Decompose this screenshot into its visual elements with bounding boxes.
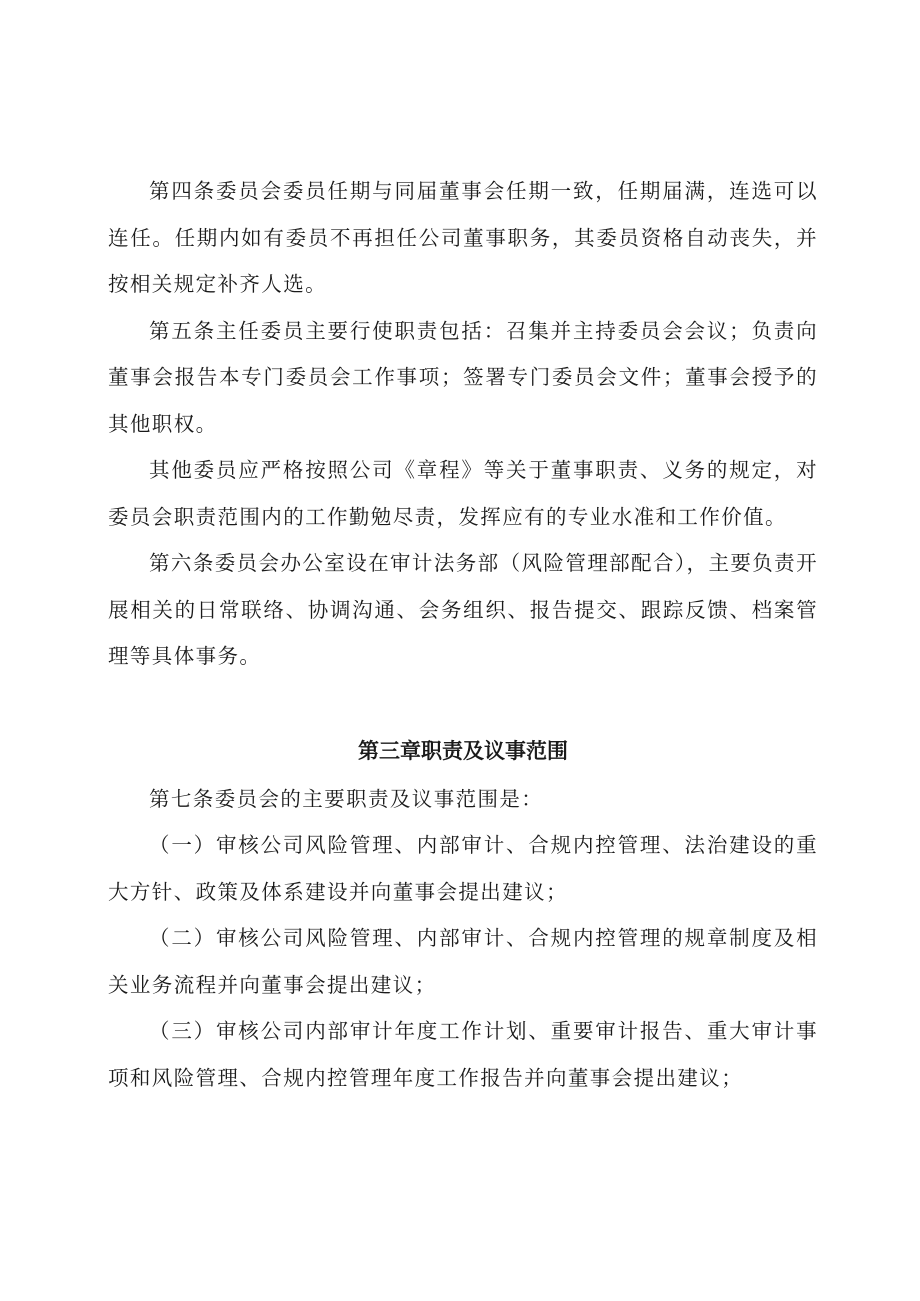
duty-item-1: （一）审核公司风险管理、内部审计、合规内控管理、法治建设的重大方针、政策及体系建设并向董事会提出建议； (108, 833, 818, 904)
duty-item-2: （二）审核公司风险管理、内部审计、合规内控管理的规章制度及相关业务流程并向董事会提出建议； (108, 926, 818, 997)
article-5-paragraph: 第五条主任委员主要行使职责包括：召集并主持委员会会议；负责向董事会报告本专门委员会工作事项；签署专门委员会文件；董事会授予的其他职权。 (108, 318, 818, 436)
other-members-paragraph: 其他委员应严格按照公司《章程》等关于董事职责、义务的规定，对委员会职责范围内的工作勤勉尽责，发挥应有的专业水准和工作价值。 (108, 458, 818, 529)
section-spacer (108, 680, 818, 726)
article-4-paragraph: 第四条委员会委员任期与同届董事会任期一致，任期届满，连选可以连任。任期内如有委员不再担任公司董事职务，其委员资格自动丧失，并按相关规定补齐人选。 (108, 179, 818, 296)
chapter-title: 第三章职责及议事范围 (358, 738, 568, 763)
document-body (108, 168, 818, 1101)
duty-item-3: （三）审核公司内部审计年度工作计划、重要审计报告、重大审计事项和风险管理、合规内控管理年度工作报告并向董事会提出建议； (108, 1019, 818, 1090)
article-6-paragraph: 第六条委员会办公室设在审计法务部（风险管理部配合），主要负责开展相关的日常联络、协调沟通、会务组织、报告提交、跟踪反馈、档案管理等具体事务。 (108, 551, 818, 668)
article-7-paragraph: 第七条委员会的主要职责及议事范围是： (149, 786, 544, 811)
